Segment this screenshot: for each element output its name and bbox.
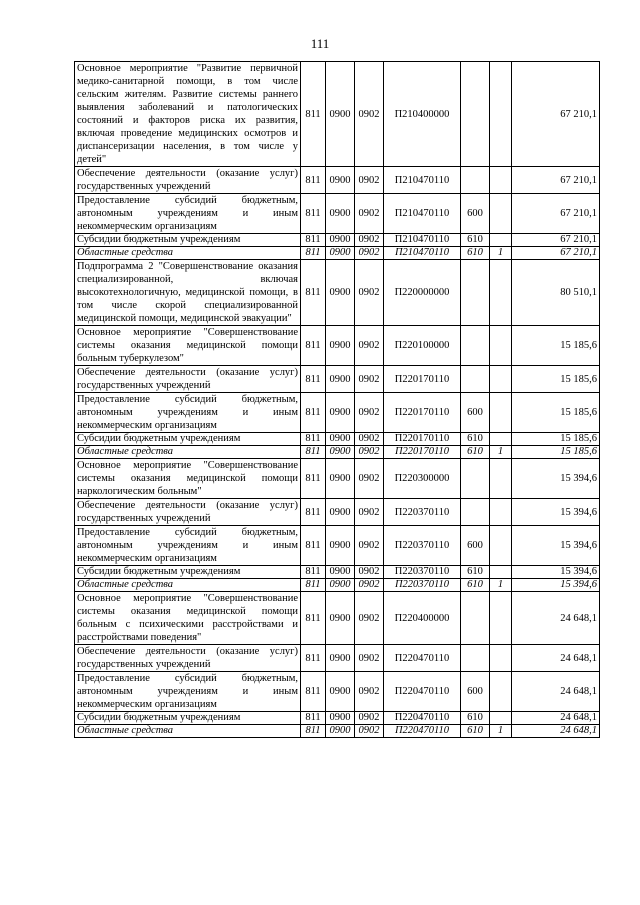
row-section-code: 0900 (326, 194, 355, 234)
row-funding-source (490, 459, 512, 499)
row-name: Областные средства (75, 725, 301, 738)
row-expense-type (461, 260, 490, 326)
row-target-article: П210470110 (384, 234, 461, 247)
row-target-article: П210470110 (384, 247, 461, 260)
row-section-code: 0900 (326, 62, 355, 167)
row-grbs-code: 811 (301, 499, 326, 526)
row-target-article: П220170110 (384, 446, 461, 459)
row-section-code: 0900 (326, 393, 355, 433)
row-amount: 15 394,6 (512, 459, 600, 499)
budget-table-body (75, 62, 600, 738)
row-amount: 15 185,6 (512, 326, 600, 366)
table-row (75, 725, 600, 738)
row-section-code: 0900 (326, 433, 355, 446)
row-funding-source (490, 393, 512, 433)
row-amount: 67 210,1 (512, 247, 600, 260)
row-name: Подпрограмма 2 "Совершенствование оказания специализированной, включая высокотехнологичную, медицинской помощи, в том числе скорой специализированной медицинской помощи, медицинской эвакуации" (75, 260, 301, 326)
row-funding-source (490, 433, 512, 446)
row-funding-source (490, 712, 512, 725)
row-amount: 15 394,6 (512, 566, 600, 579)
row-grbs-code: 811 (301, 234, 326, 247)
table-row (75, 366, 600, 393)
row-section-code: 0900 (326, 247, 355, 260)
row-expense-type: 600 (461, 393, 490, 433)
table-row (75, 433, 600, 446)
row-subsection-code: 0902 (355, 326, 384, 366)
row-name: Основное мероприятие "Совершенствование системы оказания медицинской помощи наркологическим больным" (75, 459, 301, 499)
row-amount: 15 185,6 (512, 446, 600, 459)
table-row (75, 712, 600, 725)
row-amount: 15 185,6 (512, 366, 600, 393)
row-section-code: 0900 (326, 499, 355, 526)
row-subsection-code: 0902 (355, 446, 384, 459)
row-expense-type: 600 (461, 672, 490, 712)
row-grbs-code: 811 (301, 645, 326, 672)
row-expense-type: 610 (461, 234, 490, 247)
row-name: Предоставление субсидий бюджетным, автономным учреждениям и иным некоммерческим организациям (75, 194, 301, 234)
row-grbs-code: 811 (301, 446, 326, 459)
row-section-code: 0900 (326, 326, 355, 366)
table-row (75, 393, 600, 433)
row-funding-source (490, 566, 512, 579)
row-funding-source (490, 326, 512, 366)
row-grbs-code: 811 (301, 62, 326, 167)
row-subsection-code: 0902 (355, 526, 384, 566)
row-expense-type (461, 366, 490, 393)
row-grbs-code: 811 (301, 592, 326, 645)
row-subsection-code: 0902 (355, 167, 384, 194)
row-target-article: П220170110 (384, 366, 461, 393)
row-amount: 24 648,1 (512, 645, 600, 672)
row-target-article: П220170110 (384, 433, 461, 446)
row-grbs-code: 811 (301, 247, 326, 260)
row-section-code: 0900 (326, 592, 355, 645)
row-grbs-code: 811 (301, 725, 326, 738)
row-funding-source (490, 592, 512, 645)
table-row (75, 326, 600, 366)
row-expense-type (461, 62, 490, 167)
row-funding-source (490, 194, 512, 234)
row-funding-source (490, 234, 512, 247)
row-subsection-code: 0902 (355, 260, 384, 326)
row-target-article: П220400000 (384, 592, 461, 645)
table-row (75, 566, 600, 579)
row-subsection-code: 0902 (355, 62, 384, 167)
row-amount: 67 210,1 (512, 234, 600, 247)
row-target-article: П210470110 (384, 194, 461, 234)
row-section-code: 0900 (326, 459, 355, 499)
row-grbs-code: 811 (301, 526, 326, 566)
row-name: Областные средства (75, 579, 301, 592)
row-grbs-code: 811 (301, 672, 326, 712)
row-section-code: 0900 (326, 579, 355, 592)
row-name: Областные средства (75, 247, 301, 260)
row-target-article: П220470110 (384, 712, 461, 725)
table-row (75, 592, 600, 645)
row-name: Основное мероприятие "Развитие первичной медико-санитарной помощи, в том числе сельским жителям. Развитие системы раннего выявления заболеваний и патологических состояний и факторов риска их развития, включая проведение медицинских осмотров и диспансеризации населения, в том числе у детей" (75, 62, 301, 167)
row-expense-type: 610 (461, 579, 490, 592)
table-row (75, 645, 600, 672)
row-name: Предоставление субсидий бюджетным, автономным учреждениям и иным некоммерческим организациям (75, 526, 301, 566)
row-name: Субсидии бюджетным учреждениям (75, 433, 301, 446)
row-section-code: 0900 (326, 566, 355, 579)
row-section-code: 0900 (326, 672, 355, 712)
row-funding-source (490, 672, 512, 712)
row-expense-type: 600 (461, 194, 490, 234)
table-row (75, 62, 600, 167)
row-target-article: П220370110 (384, 579, 461, 592)
row-grbs-code: 811 (301, 167, 326, 194)
row-amount: 15 394,6 (512, 579, 600, 592)
table-row (75, 446, 600, 459)
row-target-article: П220470110 (384, 672, 461, 712)
row-amount: 15 185,6 (512, 433, 600, 446)
row-subsection-code: 0902 (355, 725, 384, 738)
row-funding-source (490, 499, 512, 526)
row-funding-source: 1 (490, 446, 512, 459)
row-grbs-code: 811 (301, 433, 326, 446)
row-section-code: 0900 (326, 446, 355, 459)
row-expense-type (461, 592, 490, 645)
row-amount: 15 185,6 (512, 393, 600, 433)
row-section-code: 0900 (326, 260, 355, 326)
row-amount: 24 648,1 (512, 592, 600, 645)
row-expense-type (461, 645, 490, 672)
row-grbs-code: 811 (301, 194, 326, 234)
row-amount: 24 648,1 (512, 712, 600, 725)
row-section-code: 0900 (326, 234, 355, 247)
row-target-article: П220370110 (384, 526, 461, 566)
row-target-article: П220000000 (384, 260, 461, 326)
row-name: Обеспечение деятельности (оказание услуг) государственных учреждений (75, 645, 301, 672)
row-section-code: 0900 (326, 725, 355, 738)
page-number: 111 (310, 36, 330, 51)
row-funding-source (490, 260, 512, 326)
row-grbs-code: 811 (301, 366, 326, 393)
row-subsection-code: 0902 (355, 566, 384, 579)
row-expense-type: 610 (461, 433, 490, 446)
row-target-article: П210470110 (384, 167, 461, 194)
row-expense-type: 610 (461, 446, 490, 459)
row-grbs-code: 811 (301, 712, 326, 725)
row-subsection-code: 0902 (355, 459, 384, 499)
row-grbs-code: 811 (301, 326, 326, 366)
row-expense-type (461, 167, 490, 194)
table-row (75, 459, 600, 499)
row-amount: 15 394,6 (512, 526, 600, 566)
row-subsection-code: 0902 (355, 592, 384, 645)
row-name: Субсидии бюджетным учреждениям (75, 234, 301, 247)
row-subsection-code: 0902 (355, 579, 384, 592)
row-section-code: 0900 (326, 526, 355, 566)
row-target-article: П220370110 (384, 566, 461, 579)
row-subsection-code: 0902 (355, 712, 384, 725)
row-expense-type (461, 459, 490, 499)
row-section-code: 0900 (326, 366, 355, 393)
row-name: Основное мероприятие "Совершенствование системы оказания медицинской помощи больным туберкулезом" (75, 326, 301, 366)
table-row (75, 194, 600, 234)
row-expense-type: 600 (461, 526, 490, 566)
row-funding-source: 1 (490, 725, 512, 738)
row-amount: 24 648,1 (512, 725, 600, 738)
row-funding-source: 1 (490, 579, 512, 592)
row-subsection-code: 0902 (355, 234, 384, 247)
row-name: Обеспечение деятельности (оказание услуг) государственных учреждений (75, 499, 301, 526)
row-section-code: 0900 (326, 645, 355, 672)
row-grbs-code: 811 (301, 459, 326, 499)
row-subsection-code: 0902 (355, 499, 384, 526)
row-funding-source (490, 645, 512, 672)
budget-table (74, 61, 600, 738)
table-row (75, 167, 600, 194)
row-subsection-code: 0902 (355, 433, 384, 446)
table-row (75, 499, 600, 526)
row-subsection-code: 0902 (355, 366, 384, 393)
row-target-article: П220300000 (384, 459, 461, 499)
row-grbs-code: 811 (301, 393, 326, 433)
row-target-article: П210400000 (384, 62, 461, 167)
row-amount: 15 394,6 (512, 499, 600, 526)
table-row (75, 234, 600, 247)
row-expense-type (461, 499, 490, 526)
row-funding-source (490, 62, 512, 167)
row-funding-source (490, 526, 512, 566)
row-funding-source (490, 167, 512, 194)
row-expense-type: 610 (461, 566, 490, 579)
row-expense-type: 610 (461, 247, 490, 260)
row-expense-type: 610 (461, 712, 490, 725)
row-expense-type: 610 (461, 725, 490, 738)
row-name: Основное мероприятие "Совершенствование системы оказания медицинской помощи больным с психическими расстройствами и расстройствами поведения" (75, 592, 301, 645)
row-amount: 67 210,1 (512, 167, 600, 194)
table-row (75, 579, 600, 592)
row-target-article: П220470110 (384, 645, 461, 672)
row-subsection-code: 0902 (355, 194, 384, 234)
row-subsection-code: 0902 (355, 393, 384, 433)
row-name: Субсидии бюджетным учреждениям (75, 712, 301, 725)
table-row (75, 260, 600, 326)
row-target-article: П220170110 (384, 393, 461, 433)
row-amount: 67 210,1 (512, 62, 600, 167)
row-grbs-code: 811 (301, 260, 326, 326)
row-name: Обеспечение деятельности (оказание услуг) государственных учреждений (75, 366, 301, 393)
row-name: Областные средства (75, 446, 301, 459)
row-name: Субсидии бюджетным учреждениям (75, 566, 301, 579)
row-target-article: П220370110 (384, 499, 461, 526)
row-target-article: П220100000 (384, 326, 461, 366)
row-expense-type (461, 326, 490, 366)
row-subsection-code: 0902 (355, 247, 384, 260)
row-name: Предоставление субсидий бюджетным, автономным учреждениям и иным некоммерческим организациям (75, 393, 301, 433)
row-grbs-code: 811 (301, 579, 326, 592)
row-target-article: П220470110 (384, 725, 461, 738)
row-name: Обеспечение деятельности (оказание услуг) государственных учреждений (75, 167, 301, 194)
row-section-code: 0900 (326, 712, 355, 725)
row-funding-source (490, 366, 512, 393)
row-subsection-code: 0902 (355, 672, 384, 712)
row-amount: 24 648,1 (512, 672, 600, 712)
table-row (75, 247, 600, 260)
row-subsection-code: 0902 (355, 645, 384, 672)
row-funding-source: 1 (490, 247, 512, 260)
table-row (75, 672, 600, 712)
row-section-code: 0900 (326, 167, 355, 194)
row-amount: 80 510,1 (512, 260, 600, 326)
row-amount: 67 210,1 (512, 194, 600, 234)
table-row (75, 526, 600, 566)
row-grbs-code: 811 (301, 566, 326, 579)
row-name: Предоставление субсидий бюджетным, автономным учреждениям и иным некоммерческим организациям (75, 672, 301, 712)
